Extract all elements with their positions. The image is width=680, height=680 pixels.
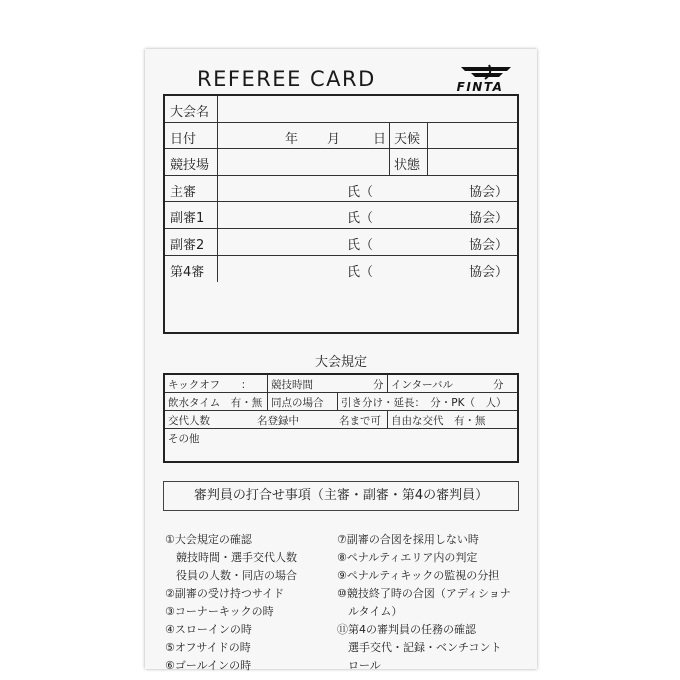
row-tournament [165, 96, 517, 123]
registered-label: 名登録中 [257, 415, 299, 427]
referee-role: 主審 [170, 184, 197, 200]
kickoff-label: キックオフ ： [168, 379, 252, 391]
referee-name-suffix: 氏（ [347, 184, 374, 200]
match-time-unit: 分 [373, 379, 384, 391]
left-item: ⑥ゴールインの時 [165, 659, 252, 672]
card-title: REFEREE CARD [197, 67, 376, 91]
up-to-label: 名まで可 [339, 415, 381, 427]
tournament-rules-table [163, 373, 519, 463]
left-item: ①大会規定の確認 [165, 533, 252, 546]
free-sub-label: 自由な交代 有・無 [391, 415, 486, 427]
draw-extension-label: 引き分け・延長： 分・PK（ 人） [341, 397, 507, 409]
left-item: ③コーナーキックの時 [165, 605, 274, 618]
assistant-1-name-suffix: 氏（ [347, 211, 374, 227]
water-break-label: 飲水タイム 有・無 [168, 397, 263, 409]
subs-label: 交代人数 [168, 415, 210, 427]
left-item: 競技時間・選手交代人数 [165, 551, 297, 564]
same-point-label: 同点の場合 [271, 397, 324, 409]
rules-row-2 [165, 393, 517, 411]
venue-label: 競技場 [170, 158, 210, 174]
fourth-official-assoc: 協会） [469, 264, 509, 280]
row-venue [165, 149, 517, 176]
row-assistant-1 [165, 202, 517, 229]
referee-assoc: 協会） [469, 184, 509, 200]
left-item: ②副審の受け持つサイド [165, 587, 285, 600]
right-item: ルタイム） [337, 605, 403, 618]
match-info-table [163, 94, 519, 334]
finta-logo [441, 63, 519, 97]
logo-text: FINTA [456, 80, 504, 94]
other-label: その他 [168, 433, 200, 445]
condition-label: 状態 [394, 158, 421, 174]
year-label: 年 [285, 131, 299, 147]
rules-row-4 [165, 429, 517, 461]
fourth-official-role: 第4審 [170, 264, 205, 280]
row-referee [165, 176, 517, 203]
fourth-official-name-suffix: 氏（ [347, 264, 374, 280]
interval-unit: 分 [493, 379, 504, 391]
referee-card [145, 49, 537, 672]
right-item: 選手交代・記録・ベンチコント [337, 641, 502, 654]
tournament-label: 大会名 [170, 105, 210, 120]
assistant-2-role: 副審2 [170, 238, 205, 253]
right-item: ⑩競技終了時の合図（アディショナ [337, 587, 511, 600]
assistant-2-assoc: 協会） [469, 238, 509, 253]
row-date [165, 123, 517, 150]
left-item: ④スローインの時 [165, 623, 252, 636]
day-label: 日 [373, 131, 387, 147]
row-fourth-official [165, 256, 517, 283]
assistant-1-role: 副審1 [170, 211, 205, 227]
weather-label: 天候 [394, 131, 421, 147]
right-item: ⑧ペナルティエリア内の判定 [337, 551, 478, 564]
row-assistant-2 [165, 229, 517, 256]
month-label: 月 [327, 131, 341, 147]
left-item: ⑤オフサイドの時 [165, 641, 251, 654]
rules-row-3 [165, 411, 517, 429]
rules-row-1 [165, 375, 517, 393]
date-label: 日付 [170, 131, 197, 147]
right-item: ⑪第4の審判員の任務の確認 [337, 623, 476, 636]
match-time-label: 競技時間 [271, 379, 313, 391]
right-item: ロール [337, 659, 381, 672]
assistant-2-name-suffix: 氏（ [347, 238, 374, 253]
meeting-title: 審判員の打合せ事項（主審・副審・第4の審判員） [163, 481, 519, 511]
right-item: ⑨ペナルティキックの監視の分担 [337, 569, 500, 582]
right-item: ⑦副審の合図を採用しない時 [337, 533, 479, 546]
assistant-1-assoc: 協会） [469, 211, 509, 227]
left-item: 役員の人数・同店の場合 [165, 569, 297, 582]
interval-label: インターバル [391, 379, 454, 391]
rules-title: 大会規定 [314, 355, 367, 370]
